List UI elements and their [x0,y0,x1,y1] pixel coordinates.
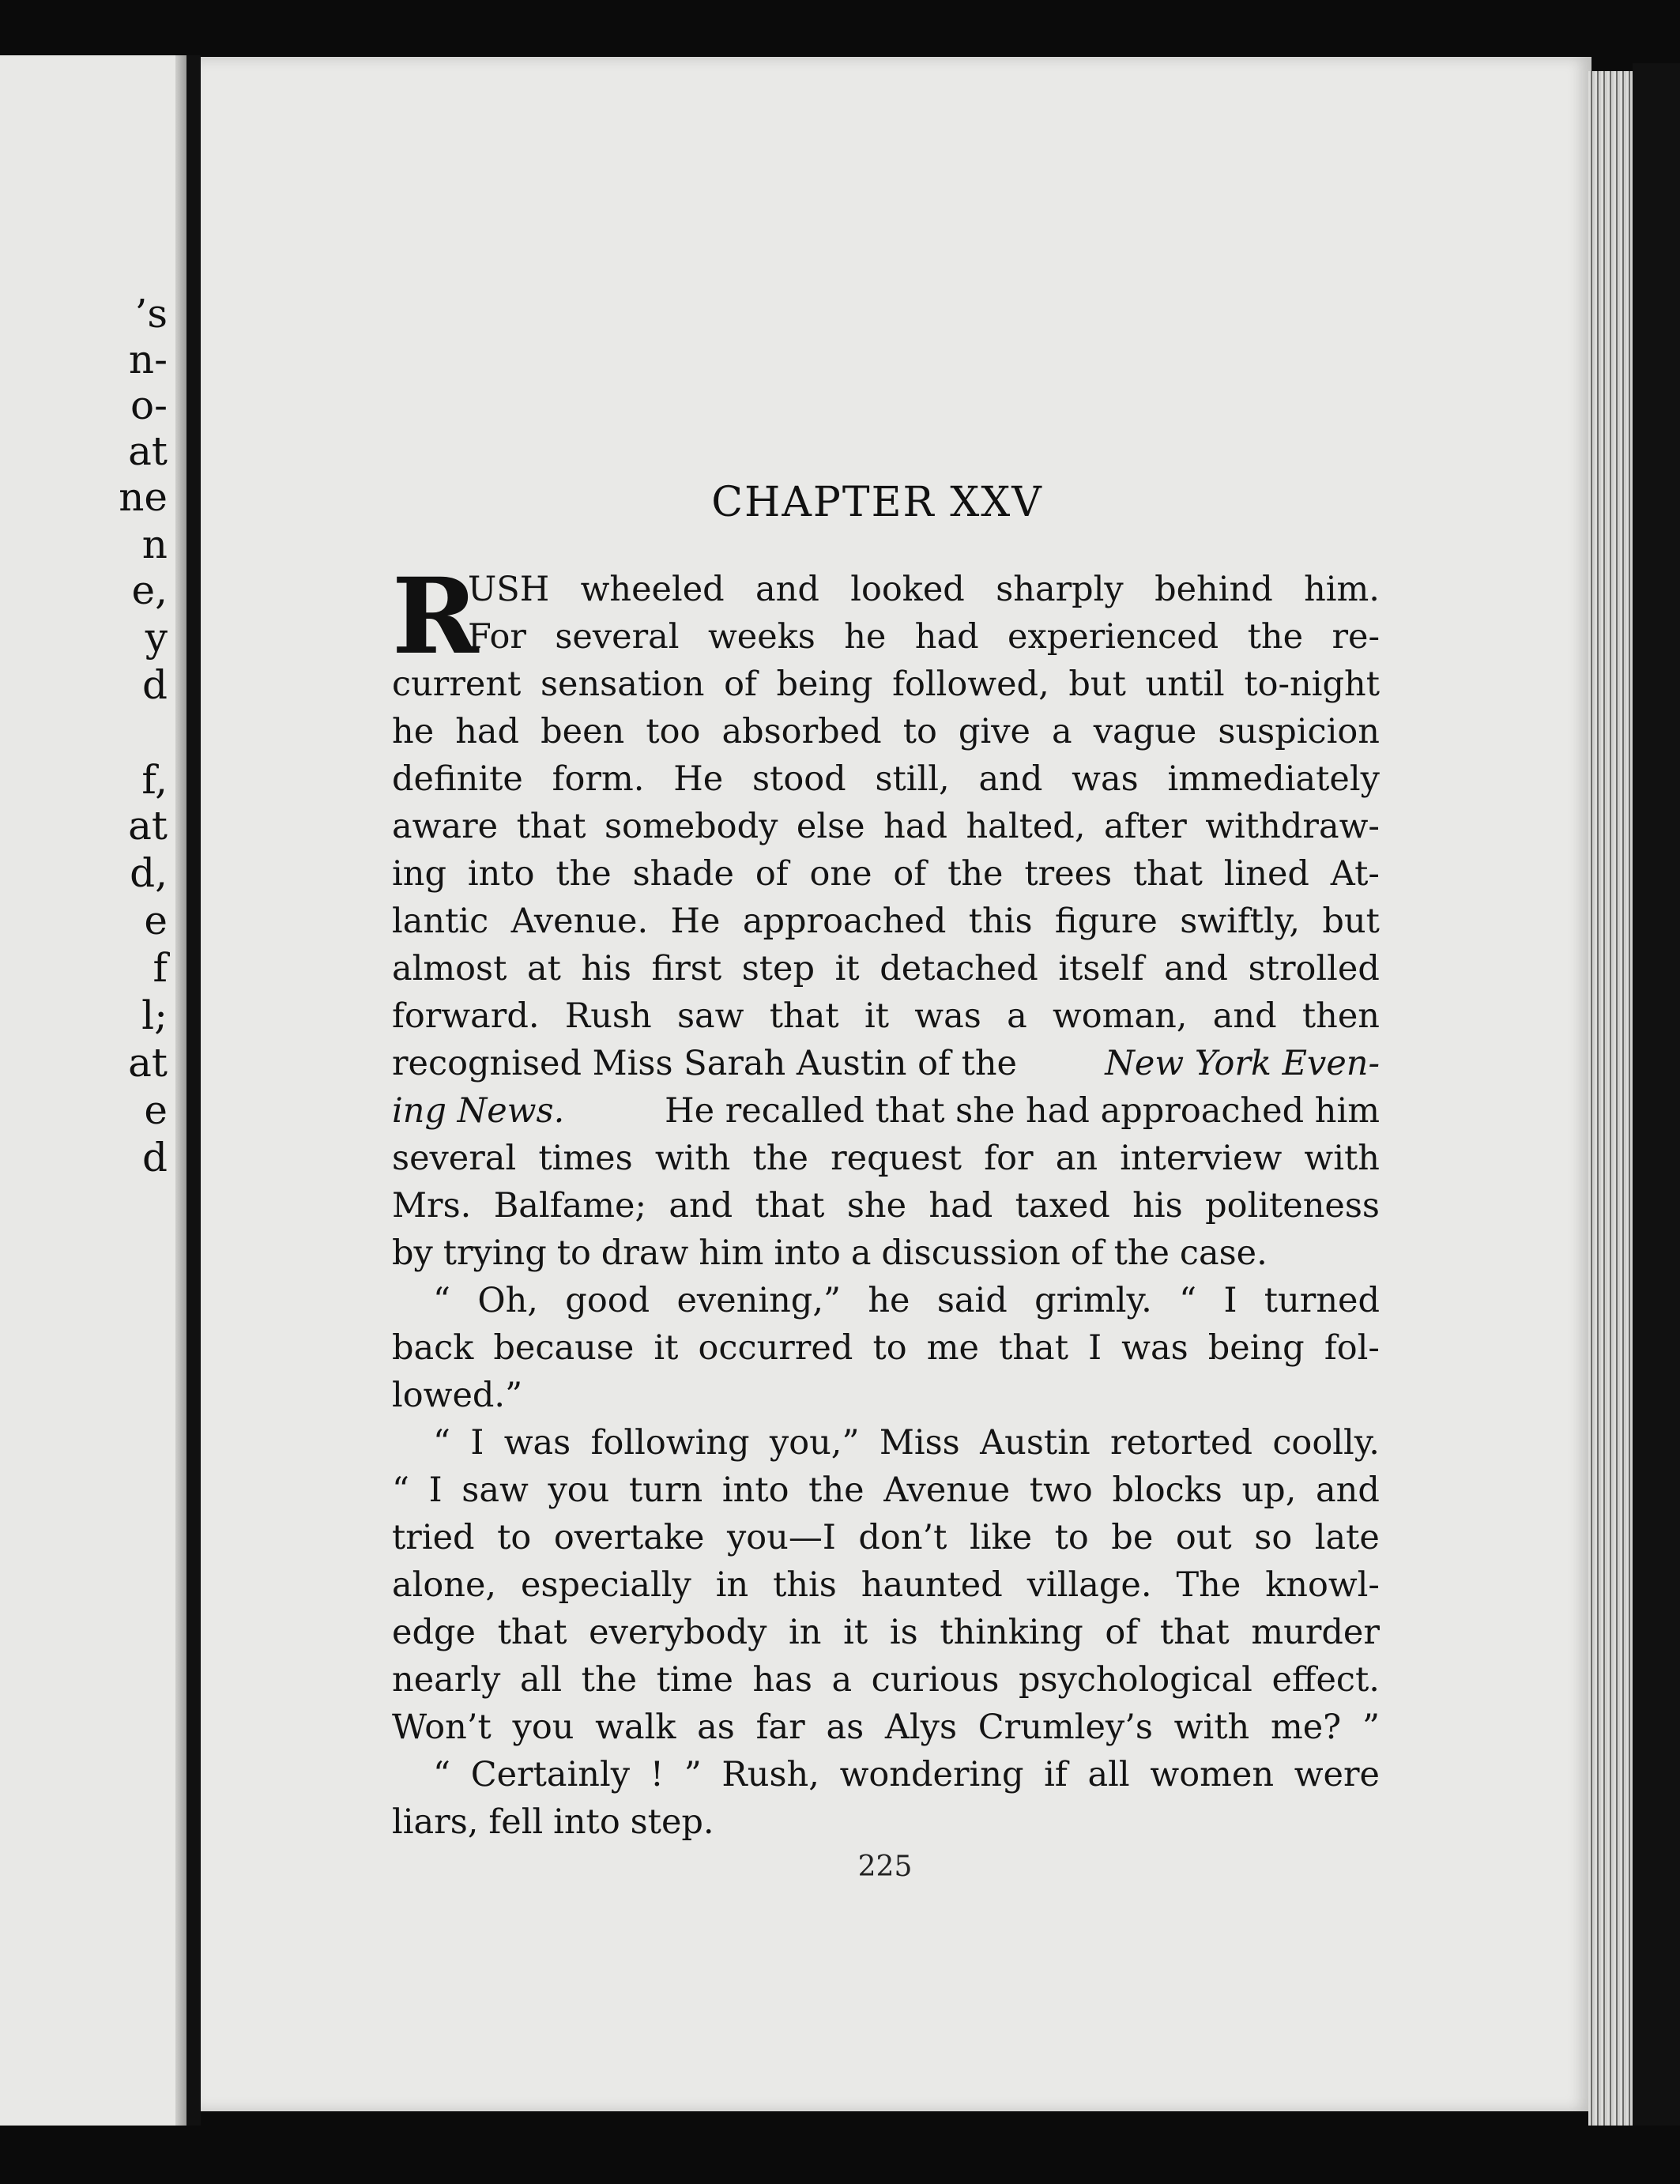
word: to-night [1244,665,1380,704]
word: and [755,570,819,609]
word: trees [1024,854,1113,894]
word: ” [1362,1708,1380,1747]
word: overtake [553,1518,705,1557]
word: lantic [392,902,489,941]
text-line [392,1229,1380,1277]
word: was [503,1423,571,1463]
word: that [1159,1613,1230,1652]
left-page-fragment: d, [130,850,168,896]
word: Certainly [470,1755,630,1794]
word: and [1212,996,1277,1036]
text-segment: He recalled that she had approached him [665,1091,1380,1131]
word: evening,” [676,1281,841,1320]
word: Rush, [721,1755,819,1794]
left-page-fragment: d [141,1135,168,1180]
word: absorbed [721,712,882,751]
newspaper-title-part: ing News. [392,1091,565,1131]
word: taxed [1015,1186,1110,1226]
word: had [914,617,979,657]
word: sensation [540,665,705,704]
word: trying [443,1233,547,1273]
left-page-fragment: f [153,945,168,991]
word: stood [751,759,846,799]
word: itself [1058,949,1144,988]
word: that [1133,854,1203,894]
word: ing [392,854,446,894]
word: you [512,1708,574,1747]
word: has [752,1660,812,1700]
word: and [1164,949,1229,988]
word: behind [1155,570,1273,609]
word: into [721,1470,789,1510]
word: me [926,1328,979,1368]
word: to [902,712,937,751]
word: form. [552,759,645,799]
word: said [936,1281,1008,1320]
word: interview [1120,1139,1283,1178]
word: be [1111,1518,1154,1557]
word: back [392,1328,474,1368]
word: everybody [589,1613,767,1652]
left-page-fragment: at [128,428,168,474]
word: curious [871,1660,1000,1700]
word: it [864,996,889,1036]
word: Alys [884,1708,958,1747]
word: first [651,949,722,988]
word: had [883,807,947,846]
text-line-with-italic-title [392,1087,1380,1135]
word: you—I [726,1518,836,1557]
word: by [392,1233,433,1273]
left-page-fragment: at [128,1040,168,1086]
word: forward. [392,996,540,1036]
word: the [556,854,612,894]
word: a [1007,996,1027,1036]
word: withdraw- [1205,807,1380,846]
word: step. [630,1802,714,1842]
word: as [826,1708,864,1747]
word: psychological [1018,1660,1252,1700]
word: this [968,902,1033,941]
book-spine [186,55,201,2141]
chapter-title: CHAPTER XXV [711,479,1043,526]
word: she [846,1186,907,1226]
word: knowl- [1265,1565,1380,1605]
word: that [516,807,586,846]
text-line [392,1182,1380,1229]
word: as [697,1708,735,1747]
left-page-text-fragments [0,55,175,2126]
word: that [497,1613,567,1652]
word: weeks [707,617,816,657]
text-line [392,945,1380,992]
word: this [773,1565,837,1605]
word: if [1044,1755,1068,1794]
word: so [1254,1518,1293,1557]
word: to [497,1518,532,1557]
word: too [646,712,701,751]
word: turned [1264,1281,1380,1320]
left-page-fragment: l; [141,992,168,1038]
word: to [1054,1518,1089,1557]
left-page-fragment: d [141,662,168,708]
word: re- [1332,617,1380,657]
word: effect. [1271,1660,1380,1700]
word: especially [521,1565,691,1605]
word: nearly [392,1660,501,1700]
word: followed, [892,665,1049,704]
text-line [392,1277,1380,1324]
word: that [999,1328,1068,1368]
word: a [831,1660,853,1700]
word: to [872,1328,907,1368]
word: alone, [392,1565,497,1605]
word: I [470,1423,484,1463]
word: fol- [1324,1328,1380,1368]
word: blocks [1112,1470,1222,1510]
word: of [724,665,757,704]
word: fell [488,1802,544,1842]
word: Won’t [392,1708,492,1747]
word: tried [392,1518,475,1557]
left-page-fragment: o- [130,382,168,428]
word: suspicion [1218,712,1380,751]
word: the [1113,1233,1170,1273]
text-line-with-italic-title [392,1040,1380,1087]
word: He [673,759,724,799]
word: women [1150,1755,1275,1794]
word: had [455,712,520,751]
word: that [769,996,839,1036]
word: the [808,1470,864,1510]
drop-cap: R [392,555,479,678]
word: “ [1179,1281,1197,1320]
left-page-fragment: at [128,803,168,849]
word: case. [1179,1233,1268,1273]
word: Miss [879,1423,960,1463]
word: with [1304,1139,1380,1178]
word: Austin [980,1423,1090,1463]
left-page-fragment: ne [119,474,168,520]
text-line [392,803,1380,850]
word: following [590,1423,750,1463]
text-line [392,1324,1380,1372]
right-dark-border [1633,63,1680,2149]
word: ” [684,1755,702,1794]
word: lined [1223,854,1309,894]
word: two [1029,1470,1093,1510]
text-line [392,1467,1380,1514]
word: but [1068,665,1126,704]
word: figure [1054,902,1158,941]
word: politeness [1205,1186,1380,1226]
body-text [392,555,1380,1846]
word: you,” [769,1423,860,1463]
word: is [889,1613,918,1652]
word: At- [1330,854,1380,894]
word: else [796,807,865,846]
word: then [1301,996,1380,1036]
left-page-fragment: n [141,522,168,567]
word: lowed.” [392,1376,523,1415]
text-line [392,1514,1380,1561]
word: still, [875,759,950,799]
word: saw [676,996,744,1036]
text-line [392,1372,1380,1419]
word: walk [595,1708,676,1747]
word: like [970,1518,1033,1557]
text-line [392,755,1380,803]
word: he [844,617,887,657]
word: aware [392,807,499,846]
word: of [1070,1233,1104,1273]
word: for [984,1139,1034,1178]
text-line [392,1704,1380,1751]
word: somebody [604,807,778,846]
word: Rush [564,996,652,1036]
word: I [1223,1281,1237,1320]
first-paragraph [392,555,1380,1277]
word: of [1105,1613,1139,1652]
word: in [789,1613,822,1652]
left-page-fragment: f, [141,757,168,803]
word: into [553,1802,620,1842]
word: discussion [881,1233,1060,1273]
word: the [1247,617,1304,657]
word: Balfame; [493,1186,646,1226]
word: he [868,1281,910,1320]
word: a [850,1233,872,1273]
word: and [669,1186,733,1226]
word: don’t [858,1518,947,1557]
word: a [1052,712,1072,751]
word: “ [433,1755,450,1794]
text-line [392,566,1380,613]
page-edges [1588,71,1633,2126]
left-page-fragment: n- [128,337,168,382]
word: occurred [698,1328,853,1368]
word: the [581,1660,638,1700]
text-line [392,1751,1380,1798]
word: thinking [940,1613,1083,1652]
word: strolled [1248,949,1380,988]
word: up, [1241,1470,1297,1510]
left-page-fragment: e [144,898,168,943]
left-page-fragment: e [144,1087,168,1133]
word: all [1087,1755,1130,1794]
word: into [774,1233,841,1273]
word: step [741,949,816,988]
word: was [1072,759,1139,799]
word: being [776,665,873,704]
word: draw [601,1233,689,1273]
page-number: 225 [857,1851,913,1883]
word: give [958,712,1030,751]
word: far [755,1708,805,1747]
left-page-fragment: e, [131,567,168,613]
word: the [947,854,1004,894]
word: it [654,1328,679,1368]
word: wondering [839,1755,1024,1794]
text-line [392,898,1380,945]
text-line [392,1419,1380,1467]
text-line [392,1609,1380,1656]
word: being [1207,1328,1305,1368]
word: with [1173,1708,1250,1747]
word: several [392,1139,517,1178]
word: it [843,1613,868,1652]
left-page-fragment: ’s [134,291,168,337]
word: turn [629,1470,703,1510]
word: him [699,1233,764,1273]
text-line [392,1561,1380,1609]
text-line [392,661,1380,708]
word: of [893,854,927,894]
word: ! [650,1755,664,1794]
word: at [526,949,561,988]
word: was [1121,1328,1188,1368]
word: wheeled [580,570,725,609]
word: “ [392,1470,409,1510]
word: “ [433,1423,450,1463]
word: murder [1251,1613,1380,1652]
text-segment: recognised Miss Sarah Austin of the [392,1044,1017,1083]
word: because [493,1328,635,1368]
word: me? [1270,1708,1342,1747]
word: vague [1093,712,1197,751]
text-line [392,850,1380,898]
word: liars, [392,1802,479,1842]
word: after [1104,807,1187,846]
word: his [1132,1186,1183,1226]
word: woman, [1052,996,1188,1036]
word: all [519,1660,563,1700]
text-line [392,613,1380,661]
word: USH [468,570,550,609]
word: approached [742,902,947,941]
word: in [715,1565,749,1605]
word: out [1175,1518,1232,1557]
word: his [581,949,631,988]
word: request [831,1139,962,1178]
word: but [1322,902,1380,941]
word: times [538,1139,633,1178]
word: current [392,665,522,704]
word: time [656,1660,733,1700]
word: definite [392,759,523,799]
word: he [392,712,435,751]
text-line [392,992,1380,1040]
text-line [392,1656,1380,1704]
word: the [752,1139,808,1178]
word: almost [392,949,507,988]
word: it [834,949,860,988]
word: experienced [1008,617,1219,657]
word: sharply [996,570,1124,609]
word: until [1145,665,1225,704]
word: with [654,1139,731,1178]
text-line [392,1798,1380,1846]
word: detached [880,949,1038,988]
newspaper-title-part: New York Even- [1105,1044,1380,1083]
word: retorted [1110,1423,1252,1463]
word: good [565,1281,650,1320]
word: For [468,617,526,657]
word: edge [392,1613,476,1652]
word: Mrs. [392,1186,472,1226]
word: had [929,1186,993,1226]
word: late [1314,1518,1380,1557]
word: coolly. [1272,1423,1380,1463]
word: and [1316,1470,1380,1510]
word: were [1294,1755,1380,1794]
text-line [392,1135,1380,1182]
word: I [428,1470,443,1510]
word: Avenue. [510,902,649,941]
bottom-dark-border [0,2126,1680,2184]
word: one [809,854,872,894]
word: Oh, [477,1281,538,1320]
left-facing-page [0,55,190,2126]
word: halted, [966,807,1086,846]
word: of [755,854,789,894]
word: village. [1026,1565,1152,1605]
word: been [541,712,625,751]
word: shade [632,854,734,894]
word: and [978,759,1043,799]
word: “ [433,1281,450,1320]
text-line [392,708,1380,755]
word: was [914,996,981,1036]
word: into [467,854,535,894]
word: an [1055,1139,1098,1178]
word: Crumley’s [977,1708,1153,1747]
word: to [556,1233,591,1273]
word: grimly. [1034,1281,1152,1320]
word: several [555,617,680,657]
word: I [1088,1328,1102,1368]
left-page-fragment: y [145,615,168,661]
word: Avenue [883,1470,1011,1510]
word: him. [1304,570,1380,609]
word: haunted [861,1565,1003,1605]
word: The [1176,1565,1241,1605]
word: you [548,1470,610,1510]
word: that [755,1186,825,1226]
word: looked [850,570,965,609]
word: immediately [1167,759,1380,799]
word: He [670,902,721,941]
word: saw [461,1470,529,1510]
word: swiftly, [1180,902,1301,941]
